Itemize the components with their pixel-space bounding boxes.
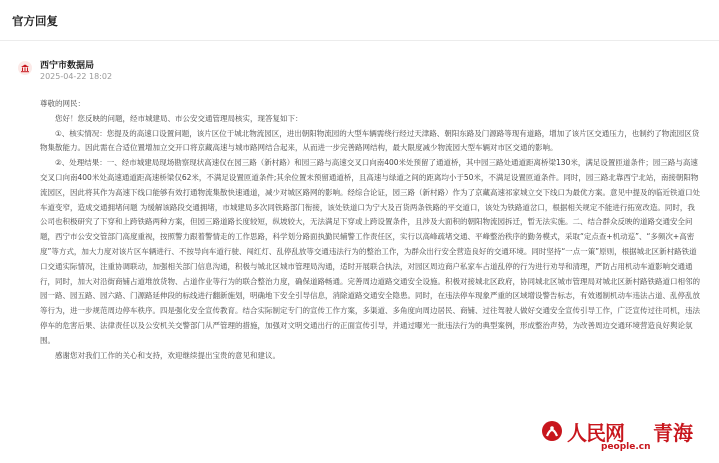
reply-paragraph: 您好！您反映的问题，经市城建局、市公安交通管理局核实，现答复如下： (55, 113, 303, 123)
reply-body (40, 97, 700, 363)
people-daily-watermark (541, 417, 711, 457)
reply-paragraph: 感谢您对我们工作的关心和支持，欢迎继续提出宝贵的意见和建议。 (55, 350, 280, 360)
org-name: 西宁市数据局 (40, 61, 95, 71)
government-building-icon (18, 61, 32, 75)
reply-timestamp: 2025-04-22 18:02 (40, 72, 113, 81)
reply-paragraph: ②、处理结果：一、经市城建局现场勘察现状高速仅在园三路（新村路）和园三路与高速交叉口向南400米处预留了通道桥，其中园三路处通道距离桥梁130米，满足设置匝道条件；园三路与高速交叉口向南400米处高速通道距高速桥梁仅62米，不满足设置匝道条件;其余位置未预留通道桥，且高速与绿道之间的距离均小于50米，不满足设置匝道条件。同时，园三路北靠西宁北站，南接朝阳物流园区，因此将其作为高速下线口能够有效打通物流集散快速通道，减少对城区路网的影响。经综合论证，园三路（新村路）作为了京藏高速祁家城立交下线口为最优方案。意见中提及的临近铁道口处车道变窄，造成交通拥堵问题 为缓解该路段交通拥堵，市城建局多次同铁路部门衔接，该处铁道口为宁大及百货两条铁路的平交道口，该处为铁路道岔口，根据相关规定不能进行拓宽改造。同时，我公司也积极研究了下穿和上跨铁路两种方案，但园三路道路长度较短，纵坡较大，无法满足下穿或上跨设置条件，且涉及大面积的朝阳物流园拆迁，暂无法实施。二、结合群众反映的道路交通安全问题，西宁市公安交管部门高度重视，按照警力跟着警情走的工作思路，科学划分路面执勤民辅警工作责任区，实行以高峰疏堵交通、平峰整治秩序的勤务模式，采取“定点查+机动巡”、“多频次+高密度”等方式，加大力度对该片区车辆进行、不按导向车道行驶、闯红灯、乱停乱放等交通违法行为的整治工作，为群众出行安全营造良好的交通环境。同时坚持“一点一策”原则，根据城北区新村路铁道口交通实际情况，注重协调联动，加强相关部门信息沟通，积极与城北区城市管理局沟通，适时开展联合执法，对园区周边商户私家车占道乱停的行为进行劝导和清理，严防占用机动车道影响交通通行，同时，加大对沿街商铺占道堆放货物、占道作业等行为的联合整治力度，确保道路畅通。完善周边道路交通安全设施。积极对接城北区政府，协同城北区城市管理局对城北区新村路铁路道口相邻的园一路、园五路、园六路、门源路延伸段的标线进行翻新施划，明确地下安全引导信息，消除道路交通安全隐患。同时，在违法停车现象严重的区域增设警告标志，有效遏制机动车违法占道、乱停乱放等行为，进一步规范周边停车秩序。四是强化安全宣传教育。结合实际制定专门的宣传工作方案，多渠道、多角度向周边居民、商铺、过往驾驶人做好交通安全宣传引导工作，广泛宣传过往司机，违法停车的危害后果、法律责任以及公安机关交警部门从严管理的措施，加强对文明交通出行的正面宣传引导，并通过曝光一批违法行为的典型案例，形成整治声势，为改善周边交通环境营造良好舆论氛围。 (40, 158, 700, 345)
page-title: 官方回复 (12, 14, 58, 28)
reply-greeting: 尊敬的网民： (40, 99, 85, 108)
reply-paragraph: ①、核实情况：您提及的高速口设置问题，该片区位于城北物流园区，进出朝阳物流园的大型车辆需绕行经过天津路、朝阳东路及门源路等现有道路，增加了该片区交通压力，也制约了物流园区货物集散能力。因此需在合适位置增加立交开口将京藏高速与城市路网结合起来，从而进一步完善路网结构，最大限度减少物流园大型车辆对市区交通的影响。 (40, 128, 700, 153)
watermark-region: 青海 (653, 421, 693, 445)
page-header (0, 0, 719, 41)
people-daily-logo-icon (541, 420, 563, 442)
watermark-url: people.cn (601, 442, 651, 452)
watermark-brand: 人民网 (567, 421, 624, 445)
